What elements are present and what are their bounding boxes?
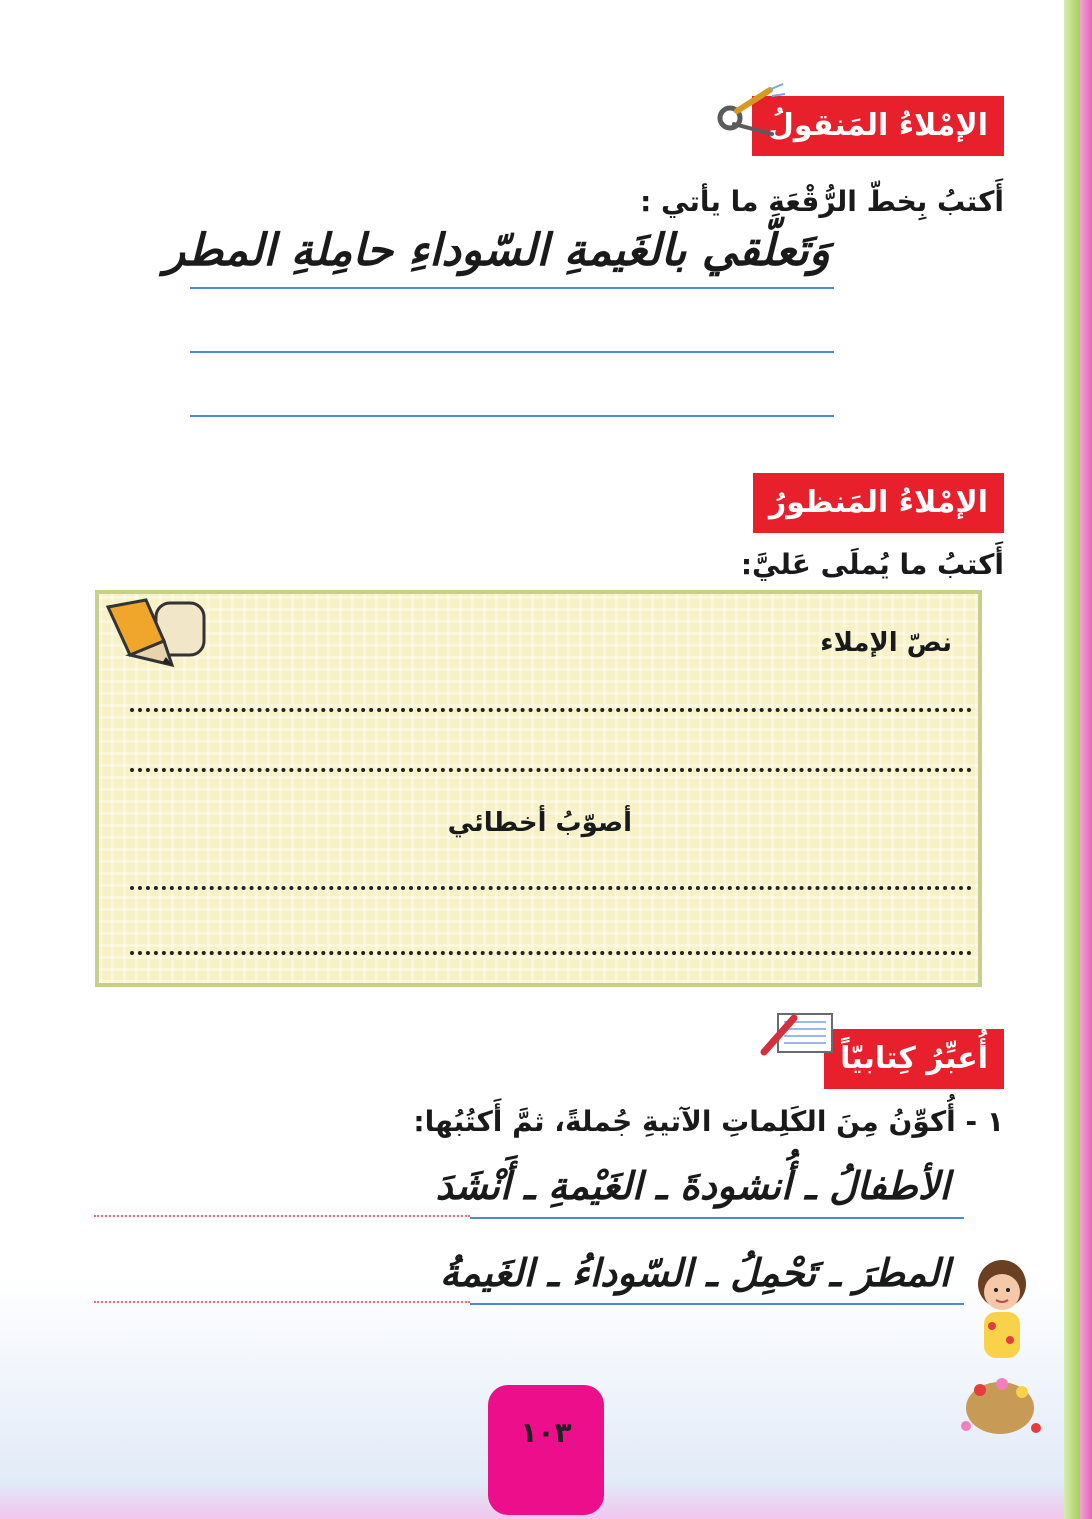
writing-line[interactable] [190,415,834,417]
word-set-1: الأطفالُ ـ أُنشودةَ ـ الغَيْمةِ ـ أَنْشَدَ [435,1163,950,1208]
dictation-text-label: نصّ الإملاء [820,628,952,658]
page-number: ١٠٣ [488,1385,604,1515]
section-title-write-expression: أُعبِّرُ كِتابيّاً [824,1029,1004,1089]
dotted-writing-line[interactable] [130,951,972,955]
word-set-2: المطرَ ـ تَحْمِلُ ـ السّوداءُ ـ الغَيمةُ [439,1250,950,1295]
instruction-copied-dictation: أَكتبُ بِخطّ الرُّقْعَةِ ما يأتي : [640,185,1004,218]
instruction-visual-dictation: أَكتبُ ما يُملَى عَليَّ: [740,548,1004,581]
dotted-writing-line[interactable] [130,768,972,772]
section-title-copied-dictation: الإمْلاءُ المَنقولُ [752,96,1004,156]
right-edge-green [1064,0,1080,1519]
dotted-answer-line[interactable] [94,1215,470,1217]
right-edge-pink [1080,0,1092,1519]
dotted-writing-line[interactable] [130,708,972,712]
pencil-eraser-icon [100,595,210,670]
girl-flowers-icon [950,1250,1050,1450]
section-title-visual-dictation: الإمْلاءُ المَنظورُ [753,473,1004,533]
compass-icon [712,82,787,147]
dotted-answer-line[interactable] [94,1301,470,1303]
writing-line[interactable] [190,351,834,353]
writing-line[interactable] [470,1303,964,1305]
model-sentence: وَتَعلّقي بالغَيمةِ السّوداءِ حامِلةِ المطر [164,225,830,276]
writing-line[interactable] [470,1217,964,1219]
instruction-write-expression: ١ - أُكوِّنُ مِنَ الكَلِماتِ الآتيةِ جُملةً، ثمَّ أَكتُبُها: [413,1105,1004,1138]
correct-mistakes-label: أصوّبُ أخطائي [447,808,632,838]
writing-line[interactable] [190,287,834,289]
dotted-writing-line[interactable] [130,886,972,890]
notepad-pencil-icon [760,1008,838,1058]
